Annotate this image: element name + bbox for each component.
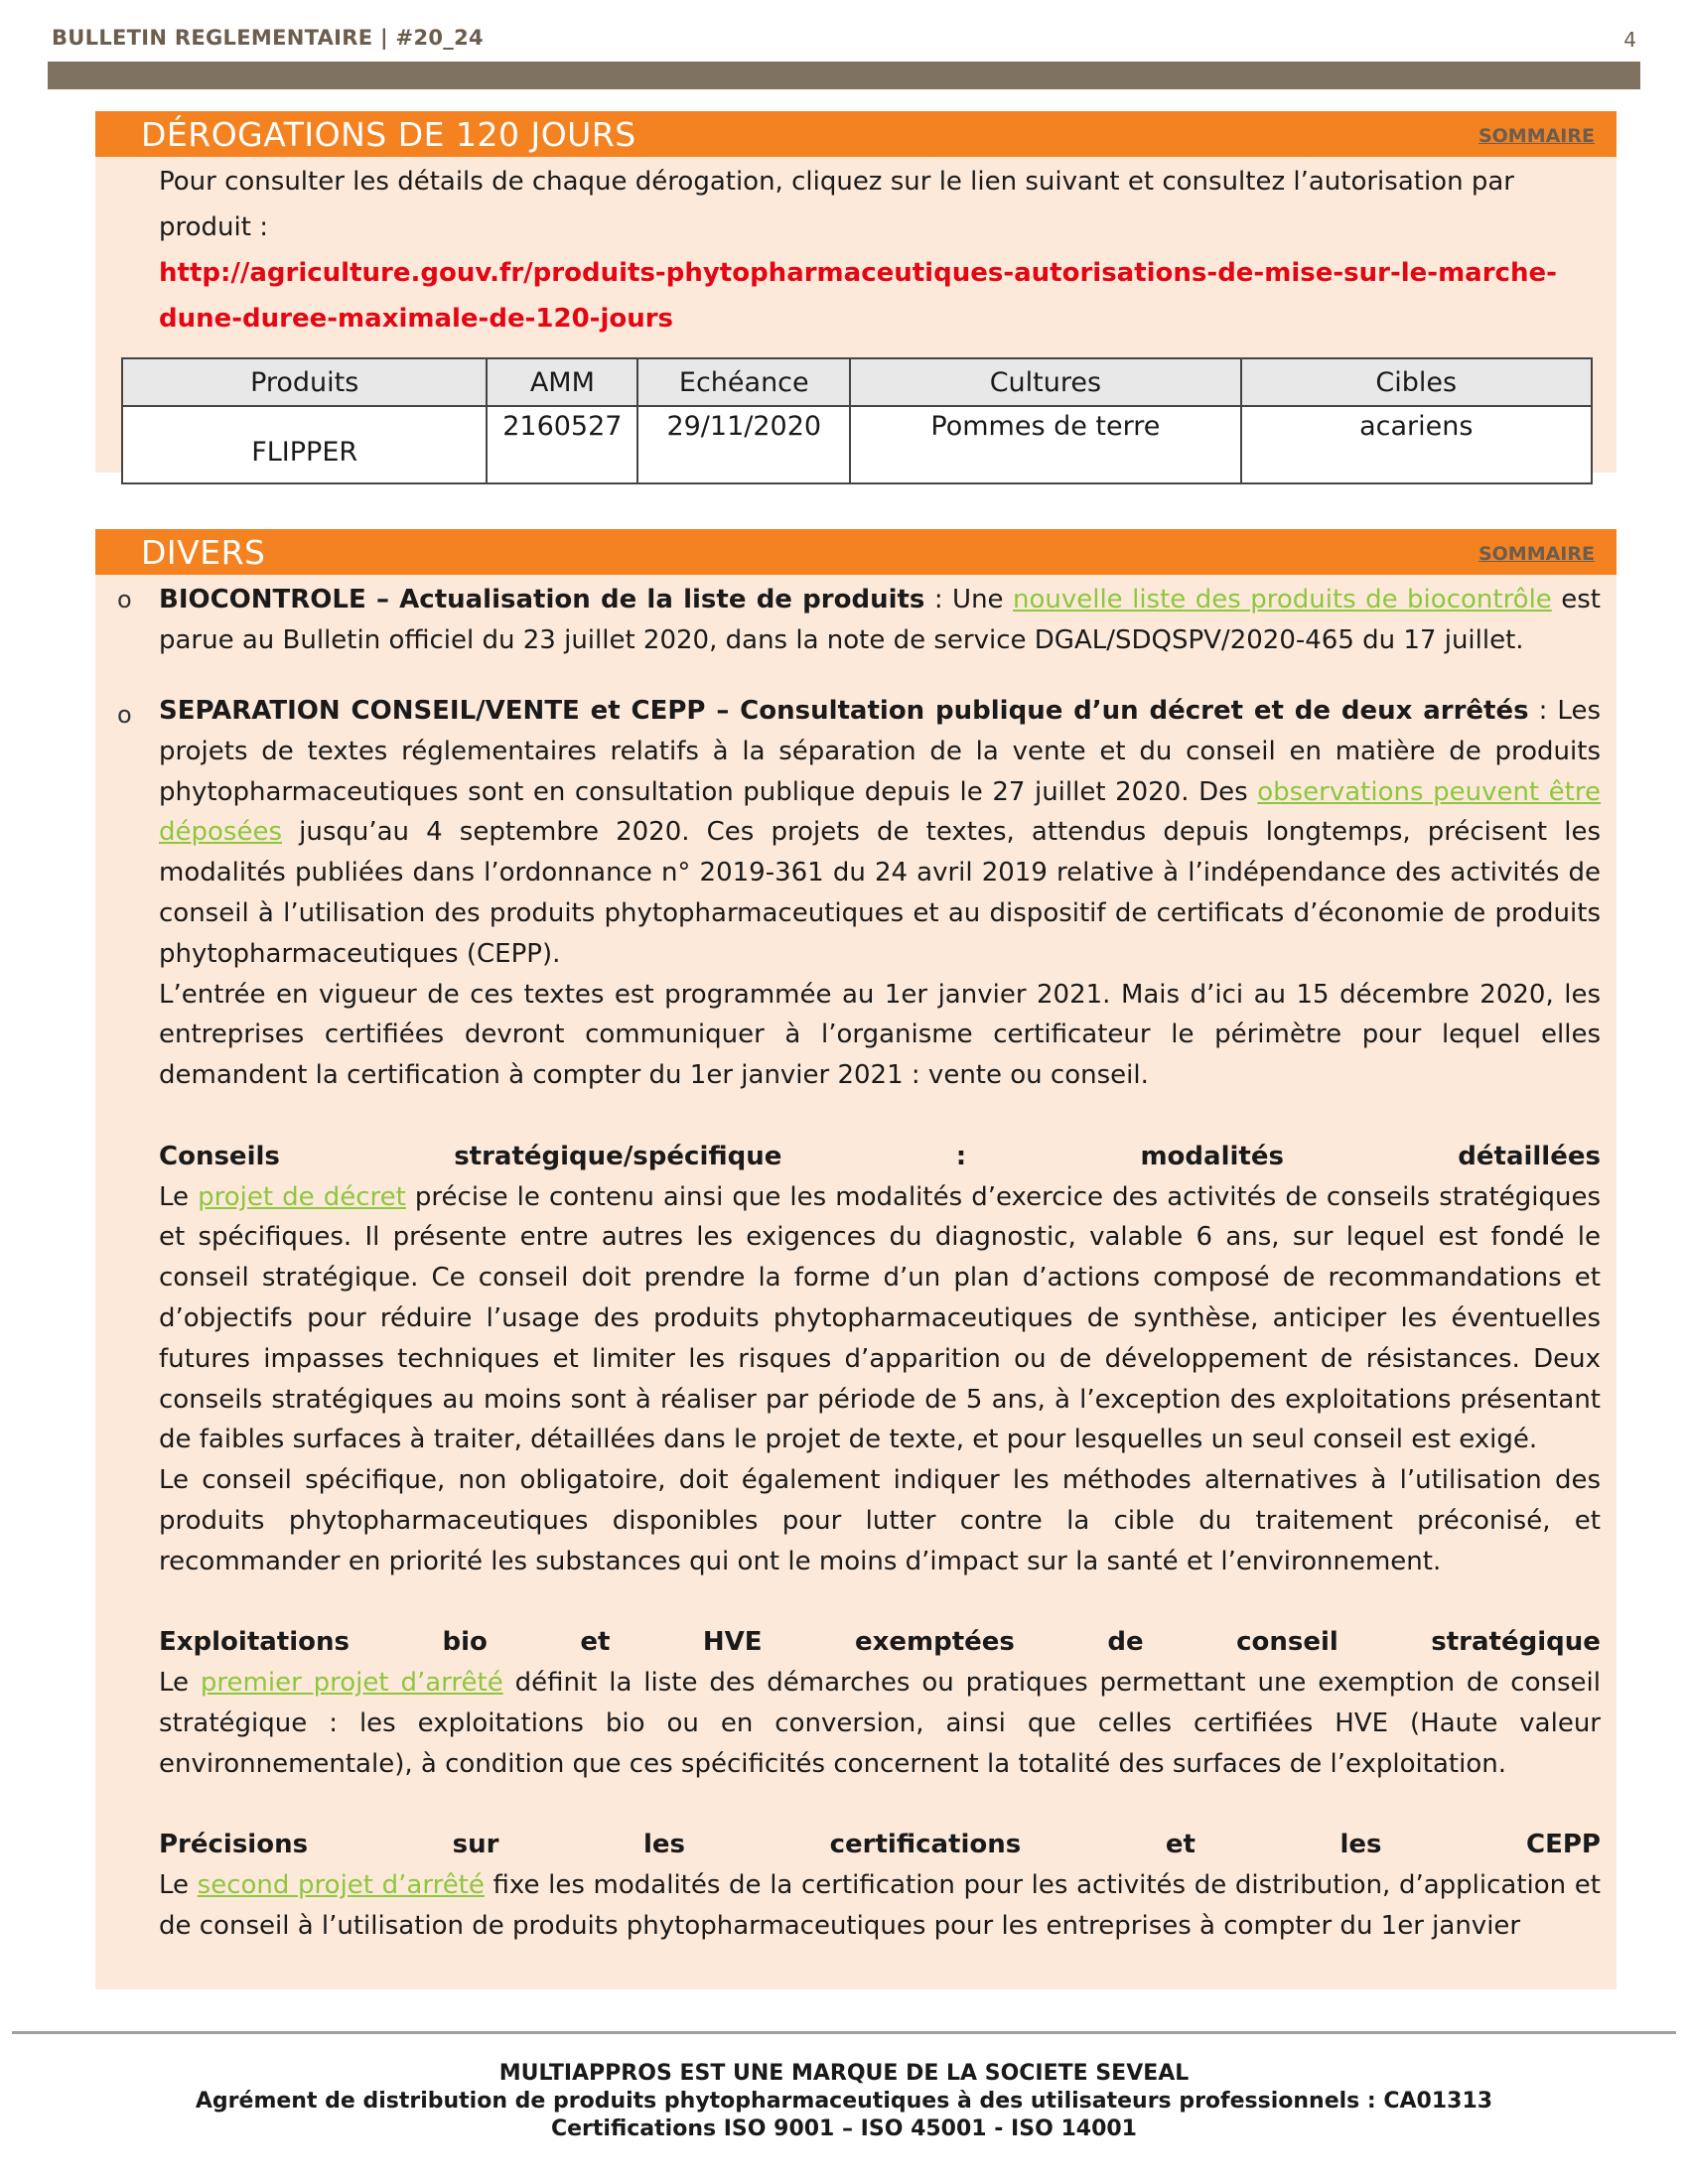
section-divers-header [95, 529, 1617, 575]
precisions-paragraph [159, 1865, 1601, 1947]
footer-certifications-line: Certifications ISO 9001 – ISO 45001 - ISO 14001 [550, 2116, 1137, 2141]
derogations-url-link-line-2[interactable]: dune-duree-maximale-de-120-jours [159, 304, 674, 334]
header-bar [48, 62, 1640, 89]
col-header-cibles: Cibles [1241, 358, 1592, 406]
cell-cibles: acariens [1241, 406, 1592, 483]
biocontrole-title: BIOCONTROLE – Actualisation de la liste de produits [159, 585, 925, 614]
footer-divider [12, 2031, 1676, 2034]
biocontrole-paragraph [159, 580, 1601, 661]
cell-cultures: Pommes de terre [850, 406, 1240, 483]
bulletin-header-title: BULLETIN REGLEMENTAIRE | #20_24 [52, 26, 484, 50]
table-header-row [122, 358, 1592, 406]
separation-conseil-vente-paragraph [159, 691, 1601, 1947]
paragraph-text: Le [159, 1668, 201, 1699]
subheading-word: HVE [702, 1627, 763, 1658]
sommaire-link[interactable]: SOMMAIRE [1477, 543, 1595, 565]
table-row [122, 406, 1592, 483]
projet-decret-link[interactable]: projet de décret [198, 1181, 406, 1212]
col-header-cultures: Cultures [850, 358, 1240, 406]
subheading-precisions [159, 1825, 1601, 1865]
bullet-marker: o [117, 701, 132, 729]
paragraph-text: L’entrée en vigueur de ces textes est programmée au 1er janvier 2021. Mais d’ici au 15 décembre 2020, les entreprises certifiées devront communiquer à l’organisme certificateur le périmètre pour lequel elles demandent la certification à compter du 1er janvier 2021 : vente ou conseil. [159, 979, 1601, 1091]
subheading-word: conseil [1236, 1627, 1338, 1658]
subheading-word: Précisions [159, 1830, 309, 1860]
section-title: DÉROGATIONS DE 120 JOURS [141, 115, 636, 154]
intro-line-1: Pour consulter les détails de chaque dérogation, cliquez sur le lien suivant et consultez l’autorisation par [159, 167, 1514, 197]
paragraph-text: Le [159, 1181, 199, 1212]
subheading-word: sur [452, 1830, 499, 1860]
observations-link[interactable]: observations peuvent être déposées [159, 776, 1601, 848]
col-header-produits: Produits [122, 358, 487, 406]
subheading-word: et [580, 1627, 611, 1658]
bullet-marker: o [117, 586, 132, 614]
subheading-exploitations [159, 1622, 1601, 1663]
col-header-echeance: Echéance [637, 358, 850, 406]
paragraph-text: définit la liste des démarches ou pratiques permettant une exemption de conseil stratégique : les exploitations bio ou en conversion, ainsi que celles certifiées HVE (Haute valeur environnementale), à condition que ces spécificités concernent la totalité des surfaces de l’exploitation. [159, 1668, 1601, 1779]
col-header-amm: AMM [487, 358, 637, 406]
section-title: DIVERS [141, 533, 266, 572]
subheading-word: exemptées [854, 1627, 1015, 1658]
paragraph-text: précise le contenu ainsi que les modalités d’exercice des activités de conseils stratégiques et spécifiques. Il présente entre autres les exigences du diagnostic, valable 6 ans, sur lequel est fondé le conseil stratégique. Ce conseil doit prendre la forme d’un plan d’actions composé de recommandations et d’objectifs pour réduire l’usage des produits phytopharmaceutiques de synthèse, anticiper les éventuelles futures impasses techniques et limiter les risques d’apparition ou de développement de résistances. Deux conseils stratégiques au moins sont à réaliser par période de 5 ans, à l’exception des exploitations présentant de faibles surfaces à traiter, détaillées dans le projet de texte, et pour lesquelles un seul conseil est exigé. [159, 1181, 1602, 1455]
subheading-word: CEPP [1526, 1830, 1601, 1860]
subheading-word: certifications [829, 1830, 1022, 1860]
cell-amm: 2160527 [487, 406, 637, 483]
paragraph-text: est parue au Bulletin officiel du 23 juillet 2020, dans la note de service DGAL/SDQSPV/2020-465 du 17 juillet. [159, 585, 1601, 655]
paragraph-text: Le [159, 1870, 198, 1901]
second-projet-arrete-link[interactable]: second projet d’arrêté [197, 1870, 485, 1901]
subheading-word: et [1165, 1830, 1196, 1860]
footer-agrement-line: Agrément de distribution de produits phytopharmaceutiques à des utilisateurs professionnels : CA01313 [195, 2089, 1493, 2114]
premier-projet-arrete-link[interactable]: premier projet d’arrêté [200, 1668, 503, 1699]
biocontrole-list-link[interactable]: nouvelle liste des produits de biocontrôle [1012, 585, 1552, 614]
subheading-word: Exploitations [159, 1627, 350, 1658]
intro-line-2: produit : [159, 212, 268, 242]
subheading-word: stratégique [1431, 1627, 1601, 1658]
section-derogations-header [95, 111, 1617, 157]
paragraph-text: : Une [924, 585, 1013, 614]
subheading-word: les [643, 1830, 686, 1860]
subheading-word: stratégique/spécifique [454, 1141, 782, 1171]
cell-echeance: 29/11/2020 [637, 406, 850, 483]
subheading-word: bio [442, 1627, 488, 1658]
exploitations-paragraph [159, 1663, 1601, 1784]
paragraph-text: jusqu’au 4 septembre 2020. Ces projets de textes, attendus depuis longtemps, précisent les modalités publiées dans l’ordonnance n° 2019-361 du 24 avril 2019 relative à l’indépendance des activités de conseil à l’utilisation des produits phytopharmaceutiques et au dispositif de certificats d’économie de produits phytopharmaceutiques (CEPP). [159, 817, 1601, 969]
subheading-word: les [1339, 1830, 1382, 1860]
sommaire-link[interactable]: SOMMAIRE [1477, 125, 1595, 147]
page-number: 4 [1623, 28, 1636, 52]
derogations-table [121, 357, 1593, 484]
cell-produit: FLIPPER [122, 406, 487, 483]
subheading-word: modalités [1140, 1141, 1284, 1171]
separation-title: SEPARATION CONSEIL/VENTE et CEPP – Consultation publique d’un décret et de deux arrêtés [159, 696, 1529, 726]
conseils-paragraph [159, 1177, 1601, 1461]
subheading-word: de [1107, 1627, 1144, 1658]
paragraph-text: Le conseil spécifique, non obligatoire, doit également indiquer les méthodes alternatives à l’utilisation des produits phytopharmaceutiques disponibles pour lutter contre la cible du traitement préconisé, et recommander en priorité les substances qui ont le moins d’impact sur la santé et l’environnement. [159, 1465, 1601, 1576]
subheading-word: : [955, 1141, 967, 1171]
subheading-conseils [159, 1137, 1601, 1177]
footer-brand-line: MULTIAPPROS EST UNE MARQUE DE LA SOCIETE SEVEAL [498, 2061, 1190, 2086]
paragraph-text: fixe les modalités de la certification pour les activités de distribution, d’application et de conseil à l’utilisation de produits phytopharmaceutiques pour les entreprises à compter du 1er janvier [159, 1870, 1601, 1941]
paragraph-text: : Les projets de textes réglementaires relatifs à la séparation de la vente et du conseil en matière de produits phytopharmaceutiques sont en consultation publique depuis le 27 juillet 2020. Des [159, 696, 1601, 807]
subheading-word: détaillées [1458, 1141, 1601, 1171]
subheading-word: Conseils [159, 1141, 280, 1171]
derogations-url-link-line-1[interactable]: http://agriculture.gouv.fr/produits-phytopharmaceutiques-autorisations-de-mise-sur-le-marche- [159, 258, 1557, 288]
